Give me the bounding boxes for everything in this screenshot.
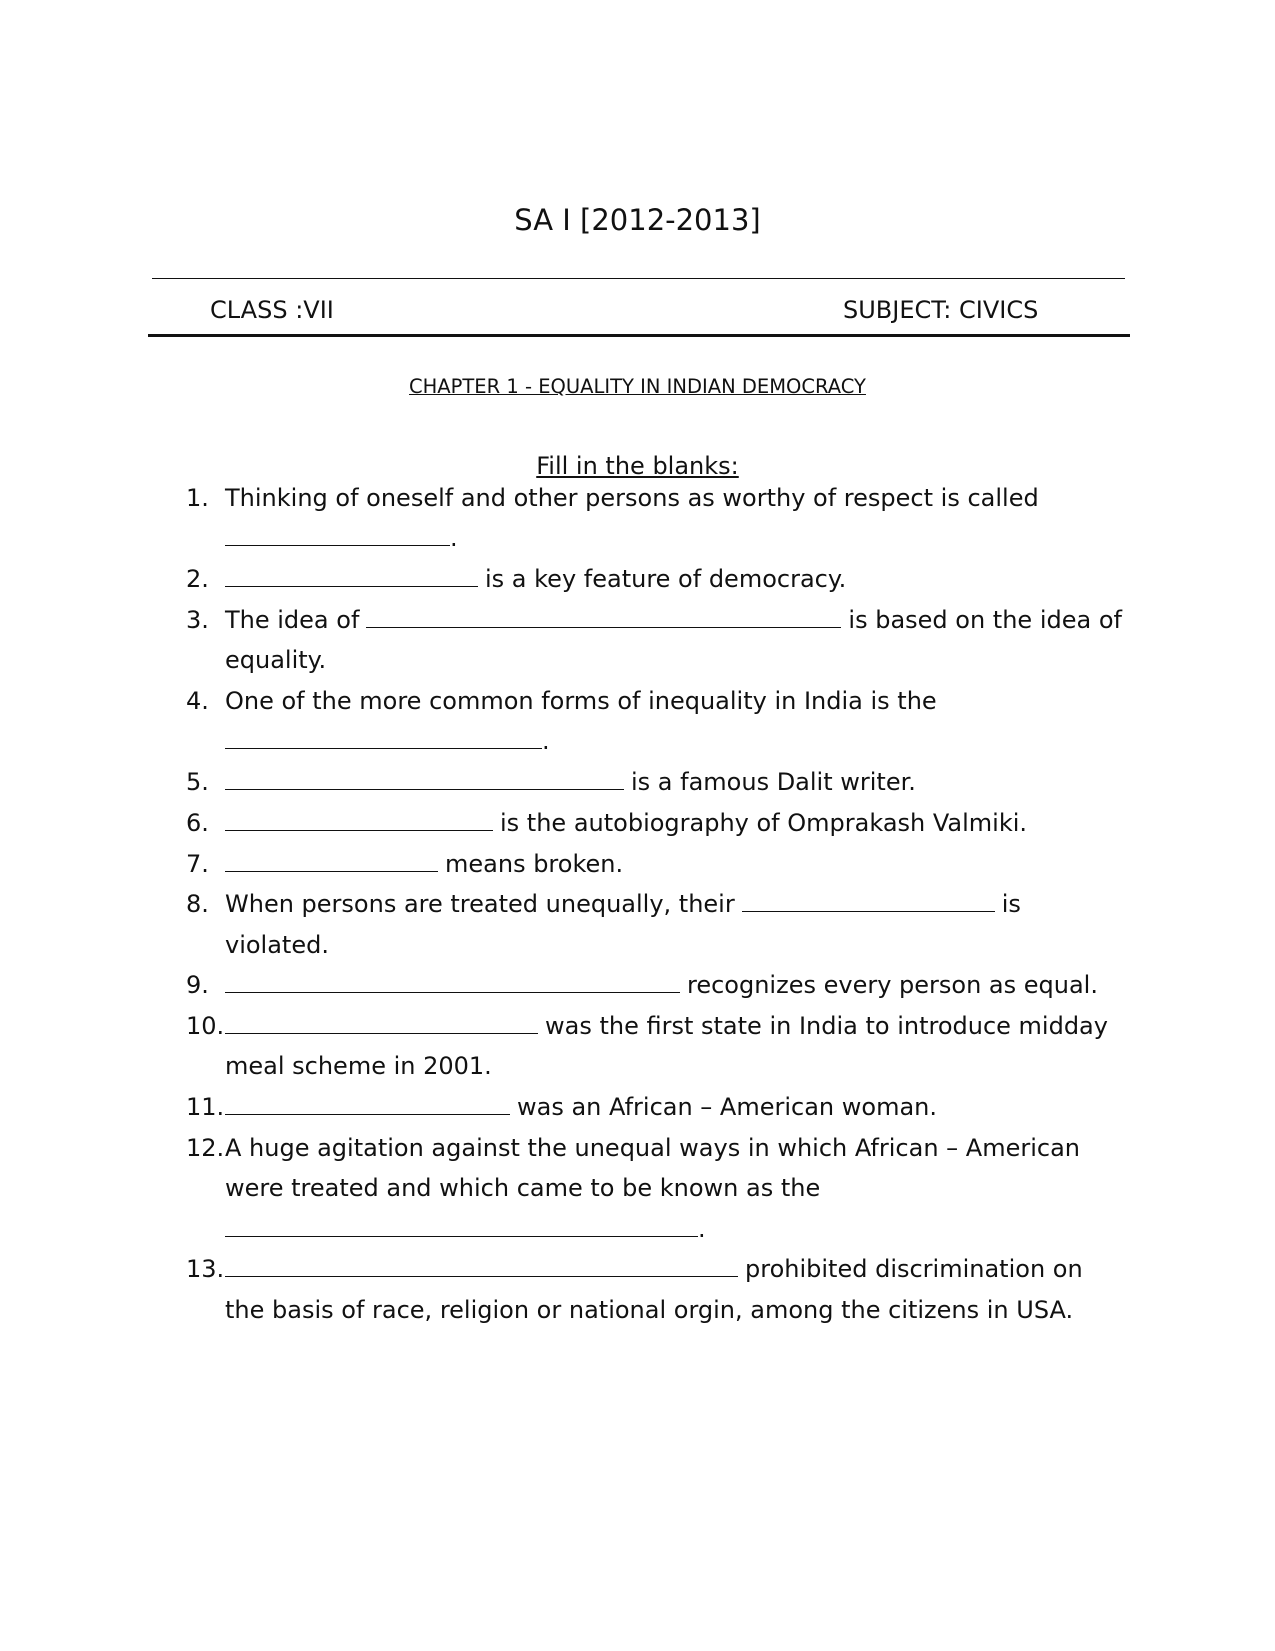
question-number: 10. bbox=[186, 1012, 225, 1040]
question-number: 11. bbox=[186, 1093, 225, 1121]
class-label: CLASS :VII bbox=[210, 296, 334, 324]
header-underline bbox=[148, 334, 1130, 337]
question-text: the basis of race, religion or national orgin, among the citizens in USA. bbox=[225, 1296, 1074, 1324]
question-text: meal scheme in 2001. bbox=[225, 1052, 492, 1080]
question-number: 9. bbox=[186, 971, 209, 999]
question-text: . bbox=[225, 523, 458, 553]
question-text: . bbox=[225, 726, 550, 756]
question-number: 4. bbox=[186, 687, 209, 715]
answer-blank[interactable] bbox=[225, 1092, 510, 1115]
question-number: 5. bbox=[186, 768, 209, 796]
question-text: One of the more common forms of inequality in India is the bbox=[225, 687, 937, 715]
chapter-heading: CHAPTER 1 - EQUALITY IN INDIAN DEMOCRACY bbox=[409, 375, 866, 398]
question-text: is a famous Dalit writer. bbox=[225, 767, 916, 797]
answer-blank[interactable] bbox=[366, 605, 841, 628]
answer-blank[interactable] bbox=[225, 564, 478, 587]
answer-blank[interactable] bbox=[225, 970, 680, 993]
question-number: 1. bbox=[186, 484, 209, 512]
question-text: violated. bbox=[225, 931, 329, 959]
answer-blank[interactable] bbox=[225, 849, 438, 872]
question-number: 3. bbox=[186, 606, 209, 634]
question-text: When persons are treated unequally, their is bbox=[225, 890, 1021, 918]
answer-blank[interactable] bbox=[225, 808, 493, 831]
section-heading: Fill in the blanks: bbox=[536, 452, 739, 480]
question-text: A huge agitation against the unequal ways in which African – American bbox=[225, 1134, 1080, 1162]
answer-blank[interactable] bbox=[225, 767, 624, 790]
question-text: . bbox=[225, 1214, 706, 1244]
question-text: was the first state in India to introduce midday bbox=[225, 1011, 1108, 1041]
answer-blank[interactable] bbox=[225, 523, 450, 546]
question-number: 13. bbox=[186, 1255, 225, 1283]
answer-blank[interactable] bbox=[225, 726, 542, 749]
question-number: 6. bbox=[186, 809, 209, 837]
header-divider bbox=[152, 278, 1125, 279]
subject-label: SUBJECT: CIVICS bbox=[843, 296, 1039, 324]
question-number: 7. bbox=[186, 850, 209, 878]
question-text: recognizes every person as equal. bbox=[225, 970, 1098, 1000]
answer-blank[interactable] bbox=[742, 889, 995, 912]
question-number: 12. bbox=[186, 1134, 225, 1162]
question-text: The idea of is based on the idea of bbox=[225, 606, 1122, 634]
answer-blank[interactable] bbox=[225, 1214, 698, 1237]
question-text: means broken. bbox=[225, 849, 623, 879]
answer-blank[interactable] bbox=[225, 1254, 738, 1277]
question-text: is a key feature of democracy. bbox=[225, 564, 846, 594]
question-text: equality. bbox=[225, 646, 327, 674]
document-title: SA I [2012-2013] bbox=[514, 203, 761, 237]
answer-blank[interactable] bbox=[225, 1011, 538, 1034]
question-text: Thinking of oneself and other persons as worthy of respect is called bbox=[225, 484, 1039, 512]
question-text: was an African – American woman. bbox=[225, 1092, 937, 1122]
question-number: 2. bbox=[186, 565, 209, 593]
question-text: prohibited discrimination on bbox=[225, 1254, 1083, 1284]
question-text: were treated and which came to be known as the bbox=[225, 1174, 821, 1202]
question-number: 8. bbox=[186, 890, 209, 918]
question-text: is the autobiography of Omprakash Valmiki. bbox=[225, 808, 1027, 838]
